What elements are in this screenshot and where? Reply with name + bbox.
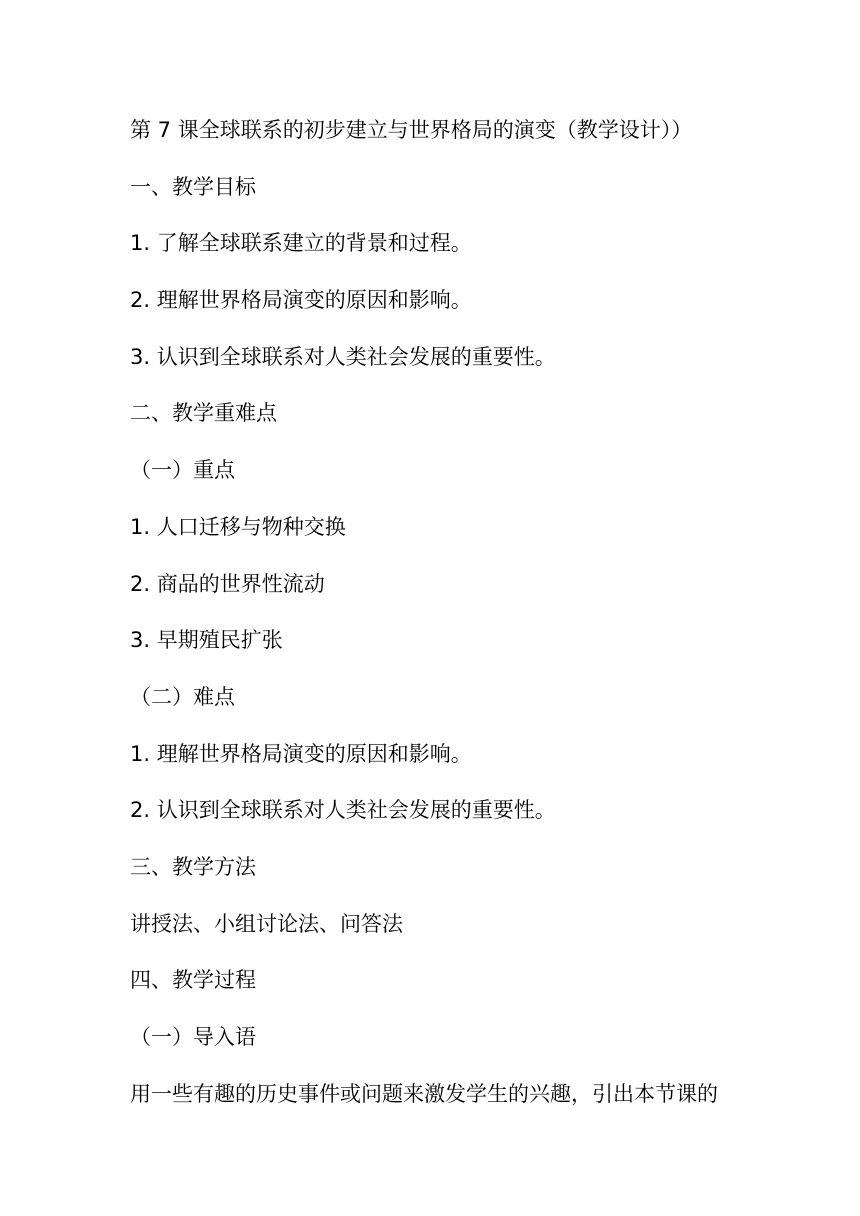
key-point-item-1: 1. 人口迁移与物种交换: [130, 514, 346, 539]
heading-key-difficult-points: 二、教学重难点: [130, 401, 277, 426]
objective-item-2: 2. 理解世界格局演变的原因和影响。: [130, 288, 472, 313]
subheading-introduction: （一）导入语: [130, 1025, 256, 1049]
objective-item-3: 3. 认识到全球联系对人类社会发展的重要性。: [130, 344, 556, 369]
difficult-point-item-2: 2. 认识到全球联系对人类社会发展的重要性。: [130, 798, 556, 823]
introduction-paragraph: 用一些有趣的历史事件或问题来激发学生的兴趣，引出本节课的: [130, 1081, 718, 1106]
heading-teaching-process: 四、教学过程: [130, 968, 256, 993]
objective-item-1: 1. 了解全球联系建立的背景和过程。: [130, 231, 472, 256]
key-point-item-3: 3. 早期殖民扩张: [130, 628, 283, 653]
key-point-item-2: 2. 商品的世界性流动: [130, 571, 325, 596]
teaching-methods-text: 讲授法、小组讨论法、问答法: [130, 911, 403, 936]
heading-teaching-objectives: 一、教学目标: [130, 174, 256, 199]
document-title: 第 7 课全球联系的初步建立与世界格局的演变（教学设计））: [130, 118, 693, 142]
heading-teaching-methods: 三、教学方法: [130, 854, 256, 879]
difficult-point-item-1: 1. 理解世界格局演变的原因和影响。: [130, 741, 472, 766]
document-body: [130, 114, 740, 1134]
subheading-difficult-points: （二）难点: [130, 684, 235, 709]
subheading-key-points: （一）重点: [130, 458, 235, 483]
